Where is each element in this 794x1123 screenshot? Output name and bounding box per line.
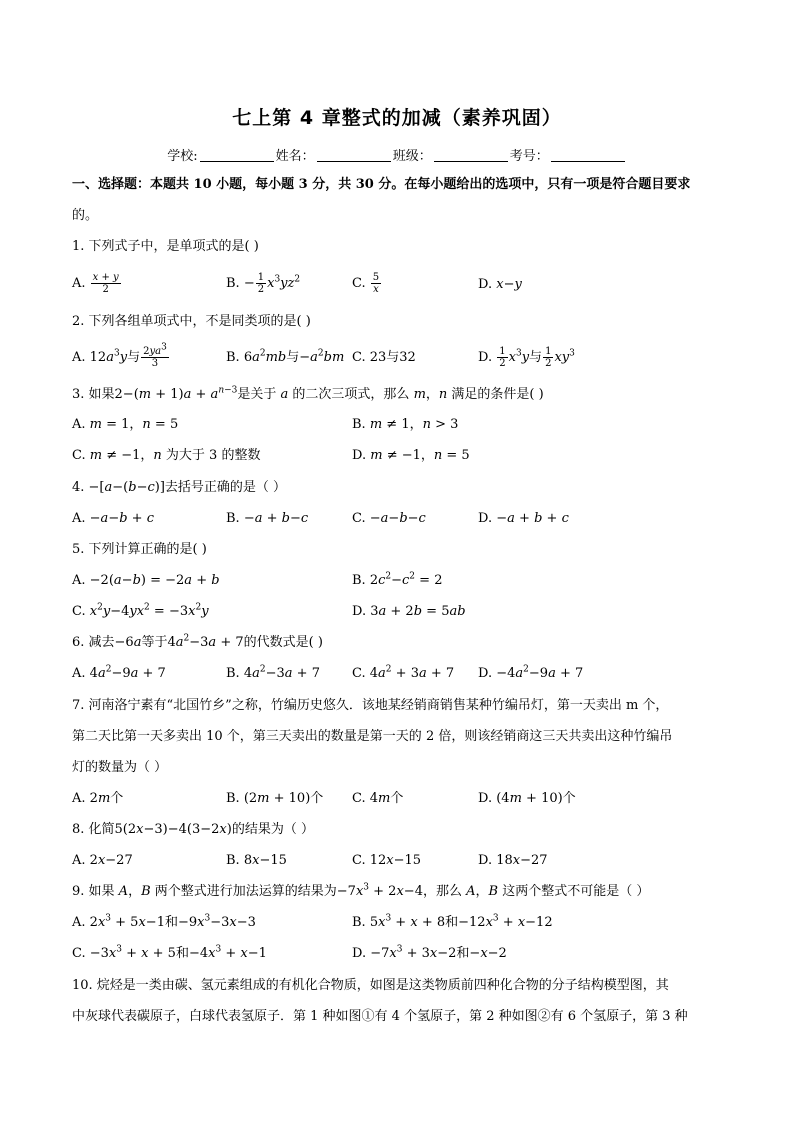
question-1-stem: 1. 下列式子中，是单项式的是( ) <box>72 239 259 254</box>
question-9-stem: 9. 如果 A，B 两个整式进行加法运算的结果为$-7x^3 + 2x-4$，那么 A，B 这两个整式不可能是（ ） <box>72 882 650 899</box>
question-7-option-b[interactable]: B. (2m + 10)个 <box>226 791 324 806</box>
question-7-stem-line-3: 灯的数量为（ ） <box>72 760 168 775</box>
question-6-stem: 6. 减去−6a等于$4a^2-3a + 7$的代数式是( ) <box>72 633 323 650</box>
question-9-option-b[interactable]: B. $5x^3 + x + 8$和$-12x^3 + x-12$ <box>352 913 553 930</box>
question-9-option-a[interactable]: A. $2x^3 + 5x-1$和$-9x^3-3x-3$ <box>72 913 256 930</box>
question-4-option-d[interactable]: D. −a + b + c <box>478 511 569 526</box>
question-5-option-c[interactable]: C. $x^2y-4yx^2 = -3x^2y$ <box>72 602 209 619</box>
question-6-option-b[interactable]: B. $4a^2-3a + 7$ <box>226 664 320 681</box>
question-2-stem: 2. 下列各组单项式中，不是同类项的是( ) <box>72 314 311 329</box>
class-blank[interactable] <box>434 161 508 162</box>
question-7-stem-line-2: 第二天比第一天多卖出 10 个，第三天卖出的数量是第一天的 2 倍，则该经销商这三天共卖出这种竹编吊 <box>72 729 673 744</box>
question-2-option-d[interactable]: D. $\frac{1}{2}$ $x^3y$与 $\frac{1}{2}$ $xy^3$ <box>478 346 575 369</box>
number-label: 考号： <box>509 149 549 164</box>
question-2-option-a[interactable]: A. $12a^3y$与 $\frac{2ya^3}{3}$ <box>72 342 167 369</box>
question-8-option-b[interactable]: B. 8x−15 <box>226 853 287 868</box>
section-heading-cont: 的。 <box>72 208 99 223</box>
question-1-option-d[interactable]: D. x−y <box>478 277 522 292</box>
question-3-option-a[interactable]: A. m = 1，n = 5 <box>72 417 179 432</box>
question-9-option-c[interactable]: C. $-3x^3 + x + 5$和$-4x^3 + x-1$ <box>72 944 267 961</box>
question-6-option-a[interactable]: A. $4a^2-9a + 7$ <box>72 664 166 681</box>
question-2-option-b[interactable]: B. $6a^2mb$与$-a^2bm$ <box>226 348 345 365</box>
school-label: 学校: <box>167 149 198 164</box>
student-info-line <box>0 145 794 164</box>
question-5-stem: 5. 下列计算正确的是( ) <box>72 542 207 557</box>
question-6-option-d[interactable]: D. $-4a^2-9a + 7$ <box>478 664 584 681</box>
question-4-option-c[interactable]: C. −a−b−c <box>352 511 426 526</box>
name-blank[interactable] <box>317 161 391 162</box>
page-title: 七上第 4 章整式的加减（素养巩固） <box>232 107 562 129</box>
question-7-option-d[interactable]: D. (4m + 10)个 <box>478 791 576 806</box>
question-4-stem: 4. −[a−(b−c)]去括号正确的是（ ） <box>72 480 287 495</box>
question-8-option-a[interactable]: A. 2x−27 <box>72 853 133 868</box>
school-blank[interactable] <box>200 161 274 162</box>
question-3-stem: 3. 如果$2-(m + 1)a + a^{n-3}$是关于 a 的二次三项式，那么 m，n 满足的条件是( ) <box>72 385 544 402</box>
number-blank[interactable] <box>551 161 625 162</box>
question-7-stem-line-1: 7. 河南洛宁素有“北国竹乡”之称，竹编历史悠久．该地某经销商销售某种竹编吊灯，第一天卖出 m 个， <box>72 698 669 713</box>
question-7-option-a[interactable]: A. 2m个 <box>72 791 124 806</box>
question-1-option-a[interactable]: A. $\frac{x + y}{2}$ <box>72 272 119 295</box>
question-8-option-d[interactable]: D. 18x−27 <box>478 853 548 868</box>
question-8-stem: 8. 化简5(2x−3)−4(3−2x)的结果为（ ） <box>72 822 314 837</box>
class-label: 班级： <box>392 149 432 164</box>
question-4-option-a[interactable]: A. −a−b + c <box>72 511 154 526</box>
section-heading: 一、选择题：本题共 10 小题，每小题 3 分，共 30 分。在每小题给出的选项中，只有一项是符合题目要求 <box>72 177 691 192</box>
question-3-option-d[interactable]: D. m ≠ −1，n = 5 <box>352 448 470 463</box>
question-10-stem-line-1: 10. 烷烃是一类由碳、氢元素组成的有机化合物质，如图是这类物质前四种化合物的分子结构模型图，其 <box>72 978 669 993</box>
question-5-option-b[interactable]: B. $2c^2-c^2 = 2$ <box>352 571 443 588</box>
question-5-option-d[interactable]: D. 3a + 2b = 5ab <box>352 604 466 619</box>
question-3-option-c[interactable]: C. m ≠ −1，n 为大于 3 的整数 <box>72 448 261 463</box>
question-2-option-c[interactable]: C. 23与32 <box>352 350 416 365</box>
question-8-option-c[interactable]: C. 12x−15 <box>352 853 422 868</box>
question-7-option-c[interactable]: C. 4m个 <box>352 791 404 806</box>
question-10-stem-line-2: 中灰球代表碳原子，白球代表氢原子．第 1 种如图①有 4 个氢原子，第 2 种如图②有 6 个氢原子，第 3 种 <box>72 1009 688 1024</box>
name-label: 姓名： <box>275 149 315 164</box>
question-5-option-a[interactable]: A. −2(a−b) = −2a + b <box>72 573 220 588</box>
question-4-option-b[interactable]: B. −a + b−c <box>226 511 309 526</box>
question-9-option-d[interactable]: D. $-7x^3 + 3x-2$和−x−2 <box>352 944 507 961</box>
question-1-option-c[interactable]: C. $\frac{5}{x}$ <box>352 272 380 295</box>
question-3-option-b[interactable]: B. m ≠ 1，n > 3 <box>352 417 459 432</box>
question-1-option-b[interactable]: B. − $\frac{1}{2}$ $x^3yz^2$ <box>226 272 301 295</box>
question-6-option-c[interactable]: C. $4a^2 + 3a + 7$ <box>352 664 455 681</box>
